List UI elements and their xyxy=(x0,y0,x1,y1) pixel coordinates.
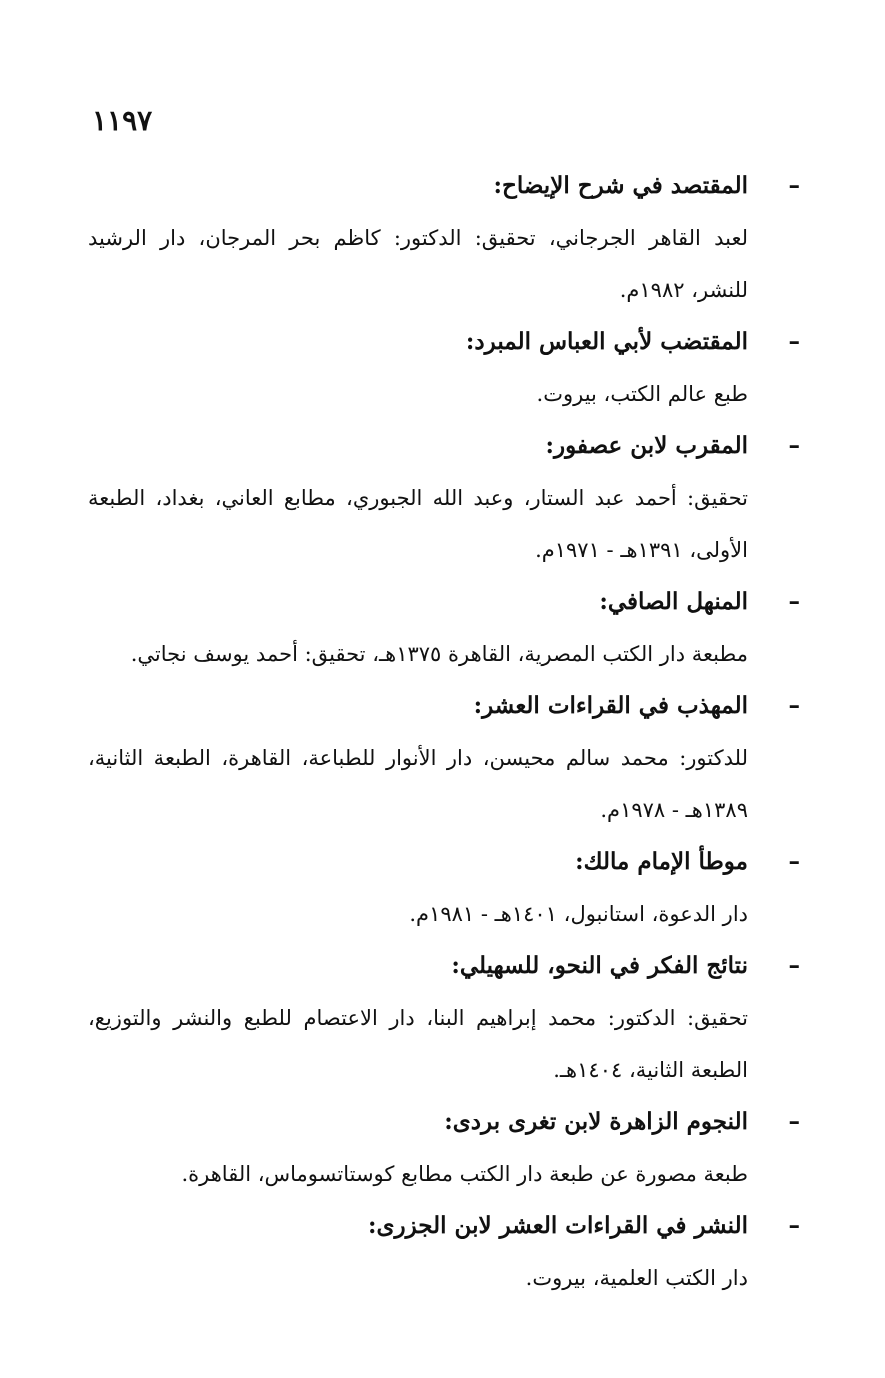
entry-description-line: تحقيق: الدكتور: محمد إبراهيم البنا، دار الاعتصام للطبع والنشر والتوزيع، xyxy=(88,1006,748,1030)
entry-description-line: دار الدعوة، استانبول، ١٤٠١هـ - ١٩٨١م. xyxy=(409,902,748,926)
entry-description-line: للنشر، ١٩٨٢م. xyxy=(619,278,748,302)
entry-title: المقرب لابن عصفور: xyxy=(545,432,748,459)
entry-title: المهذب في القراءات العشر: xyxy=(473,692,748,719)
dash-bullet: – xyxy=(788,692,800,719)
dash-bullet: – xyxy=(788,848,800,875)
bibliography-entry xyxy=(88,576,800,680)
bibliography-entry xyxy=(88,1096,800,1200)
page-number: ١١٩٧ xyxy=(92,104,153,137)
entry-description-line: مطبعة دار الكتب المصرية، القاهرة ١٣٧٥هـ، تحقيق: أحمد يوسف نجاتي. xyxy=(130,642,748,666)
entry-description-line: طبعة مصورة عن طبعة دار الكتب مطابع كوستاتسوماس، القاهرة. xyxy=(181,1162,748,1186)
entry-title: النجوم الزاهرة لابن تغرى بردى: xyxy=(444,1108,748,1135)
dash-bullet: – xyxy=(788,588,800,615)
entry-description-line: تحقيق: أحمد عبد الستار، وعبد الله الجبوري، مطابع العاني، بغداد، الطبعة xyxy=(88,486,748,510)
entry-title: النشر في القراءات العشر لابن الجزرى: xyxy=(368,1212,748,1239)
dash-bullet: – xyxy=(788,1108,800,1135)
dash-bullet: – xyxy=(788,1212,800,1239)
entry-description-line: الطبعة الثانية، ١٤٠٤هـ. xyxy=(553,1058,748,1082)
bibliography-entry xyxy=(88,316,800,420)
dash-bullet: – xyxy=(788,328,800,355)
bibliography-list xyxy=(88,160,800,1304)
entry-description-line: لعبد القاهر الجرجاني، تحقيق: الدكتور: كاظم بحر المرجان، دار الرشيد xyxy=(88,226,748,250)
entry-title: المقتضب لأبي العباس المبرد: xyxy=(465,328,748,355)
dash-bullet: – xyxy=(788,432,800,459)
dash-bullet: – xyxy=(788,172,800,199)
bibliography-entry xyxy=(88,160,800,316)
entry-description-line: دار الكتب العلمية، بيروت. xyxy=(525,1266,748,1290)
entry-description-line: ١٣٨٩هـ - ١٩٧٨م. xyxy=(600,798,748,822)
entry-title: نتائج الفكر في النحو، للسهيلي: xyxy=(451,952,748,979)
entry-title: موطأ الإمام مالك: xyxy=(575,848,748,875)
entry-description-line: طبع عالم الكتب، بيروت. xyxy=(536,382,748,406)
bibliography-entry xyxy=(88,940,800,1096)
entry-description-line: للدكتور: محمد سالم محيسن، دار الأنوار للطباعة، القاهرة، الطبعة الثانية، xyxy=(88,746,748,770)
dash-bullet: – xyxy=(788,952,800,979)
entry-title: المقتصد في شرح الإيضاح: xyxy=(493,172,748,199)
bibliography-entry xyxy=(88,836,800,940)
entry-title: المنهل الصافي: xyxy=(599,588,748,615)
bibliography-entry xyxy=(88,680,800,836)
bibliography-entry xyxy=(88,1200,800,1304)
entry-description-line: الأولى، ١٣٩١هـ - ١٩٧١م. xyxy=(535,538,748,562)
bibliography-entry xyxy=(88,420,800,576)
